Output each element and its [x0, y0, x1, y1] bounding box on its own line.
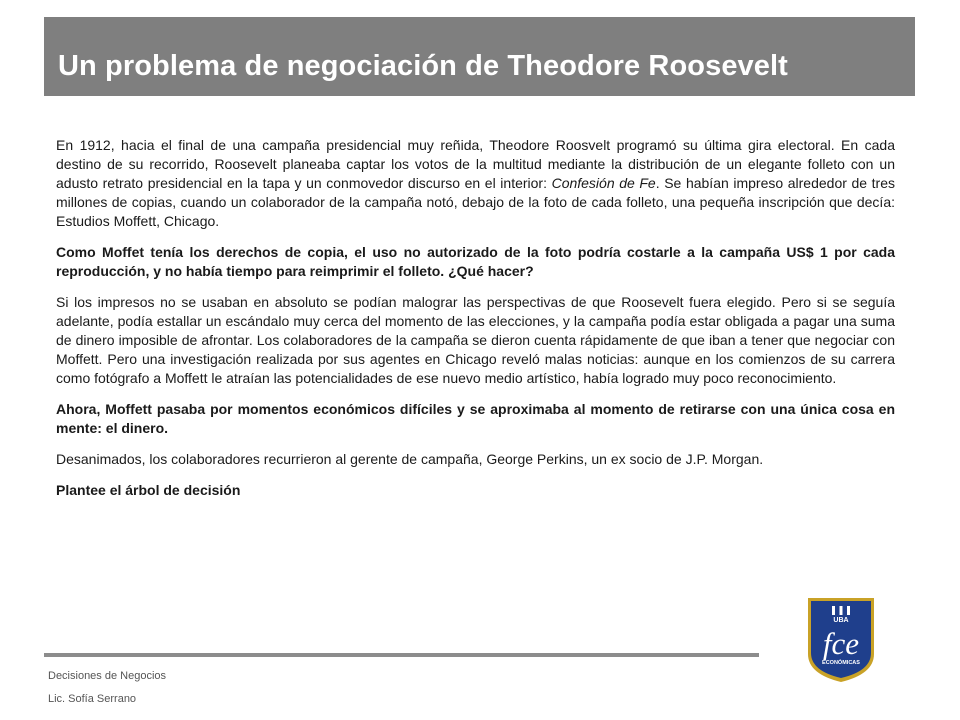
paragraph-task: Plantee el árbol de decisión	[56, 482, 241, 498]
paragraph-moffett-situation: Ahora, Moffett pasaba por momentos económicos difíciles y se aproximaba al momento de retirarse con una única cosa en mente: el dinero.	[56, 401, 895, 436]
footer-divider	[44, 653, 759, 657]
intro-text-end: . Se habían impreso alrededor de tres millones de copias, cuando un colaborador de la campaña notó, debajo de la foto de cada folleto, una pequeña inscripción que decía: Estudios Moffett, Chicago.	[56, 175, 896, 229]
intro-italic-title: Confesión de Fe	[551, 175, 656, 191]
footer-course: Decisiones de Negocios	[48, 670, 167, 682]
footer-author: Lic. Sofía Serrano	[48, 693, 137, 705]
slide-body	[56, 136, 895, 500]
logo-economicas-text: ECONÓMICAS	[822, 660, 860, 666]
paragraph-dilemma: Si los impresos no se usaban en absoluto se podían malograr las perspectivas de que Roosevelt fuera elegido. Pero si se seguía adelante, podía estallar un escándalo muy cerca del momento de las elecciones, y la campaña podía estar obligada a pagar una suma de dinero imposible de afrontar. Los colaboradores de la campaña se dieron cuenta rápidamente de que iban a tener que negociar con Moffett. Pero una investigación realizada por sus agentes en Chicago reveló malas noticias: aunque en los comienzos de su carrera como fotógrafo a Moffett le atraían las potencialidades de ese nuevo medio artístico, había logrado muy poco reconocimiento.	[56, 294, 895, 386]
intro-text-start: En 1912, hacia el final de una campaña presidencial muy reñida, Theodore Roosvelt programó su última gira electoral. En cada destino de su recorrido, Roosevelt planeaba captar los votos de la multitud mediante la distribución de un elegante folleto con un adusto retrato presidencial en la tapa y un conmovedor discurso en el interior:	[56, 137, 895, 191]
slide-title: Un problema de negociación de Theodore Roosevelt	[58, 50, 788, 82]
logo-fce-text: fce	[822, 626, 860, 661]
paragraph-intro	[56, 136, 895, 231]
paragraph-copyright-problem: Como Moffet tenía los derechos de copia, el uso no autorizado de la foto podría costarle a la campaña US$ 1 por cada reproducción, y no había tiempo para reimprimir el folleto. ¿Qué hacer?	[56, 244, 895, 279]
logo-columns-icon	[832, 606, 850, 615]
logo-uba-text: UBA	[833, 617, 849, 624]
paragraph-perkins: Desanimados, los colaboradores recurrieron al gerente de campaña, George Perkins, un ex socio de J.P. Morgan.	[56, 451, 764, 467]
title-bar	[44, 17, 915, 96]
fce-uba-logo	[806, 596, 876, 684]
